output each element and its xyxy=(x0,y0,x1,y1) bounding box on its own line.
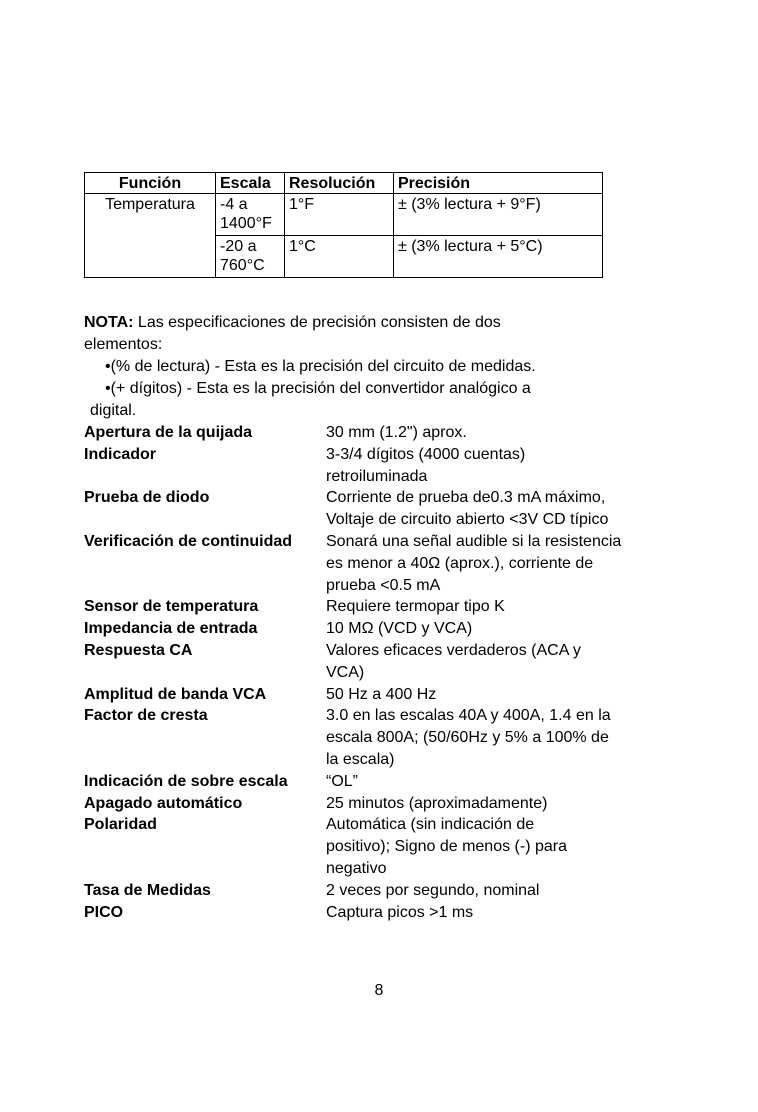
spec-label: Tasa de Medidas xyxy=(84,881,211,899)
spec-row xyxy=(84,487,704,531)
spec-value: Sonará una señal audible si la resistencia es menor a 40Ω (aprox.), corriente de prueba <0.5 mA xyxy=(326,532,622,594)
spec-row xyxy=(84,880,704,902)
spec-label: Apagado automático xyxy=(84,794,243,812)
spec-row xyxy=(84,705,704,770)
note-label: NOTA: xyxy=(84,314,134,331)
spec-label: Factor de cresta xyxy=(84,707,208,725)
spec-row xyxy=(84,444,704,488)
precision-cell: ± (3% lectura + 5°C) xyxy=(394,236,603,278)
spec-label: Polaridad xyxy=(84,816,157,834)
header-function: Función xyxy=(85,173,216,194)
spec-row xyxy=(84,793,704,815)
note-bullet-continuation: digital. xyxy=(90,402,137,419)
spec-row xyxy=(84,422,704,444)
spec-label: Indicación de sobre escala xyxy=(84,772,288,790)
header-resolution: Resolución xyxy=(285,173,394,194)
spec-row xyxy=(84,618,704,640)
spec-label: PICO xyxy=(84,903,124,921)
spec-value: 25 minutos (aproximadamente) xyxy=(326,794,548,812)
spec-label: Impedancia de entrada xyxy=(84,620,258,638)
resolution-cell: 1°C xyxy=(285,236,394,278)
spec-table xyxy=(84,172,603,278)
note-text: Las especificaciones de precisión consisten de dos elementos: xyxy=(84,314,501,353)
spec-label: Apertura de la quijada xyxy=(84,424,253,441)
header-scale: Escala xyxy=(216,173,285,194)
spec-value: 2 veces por segundo, nominal xyxy=(326,881,540,899)
page-number: 8 xyxy=(374,982,384,999)
spec-row xyxy=(84,531,704,596)
precision-cell: ± (3% lectura + 9°F) xyxy=(394,194,603,236)
spec-value: Valores eficaces verdaderos (ACA y VCA) xyxy=(326,641,581,681)
spec-row xyxy=(84,640,704,684)
spec-value: “OL” xyxy=(326,772,358,790)
spec-row xyxy=(84,684,704,706)
spec-row xyxy=(84,771,704,793)
table-row xyxy=(85,194,603,236)
spec-value: Corriente de prueba de0.3 mA máximo, Voltaje de circuito abierto <3V CD típico xyxy=(326,489,609,529)
spec-value: 10 MΩ (VCD y VCA) xyxy=(326,620,473,638)
spec-label: Respuesta CA xyxy=(84,641,193,659)
spec-value: 3.0 en las escalas 40A y 400A, 1.4 en la escala 800A; (50/60Hz y 5% a 100% de la escala) xyxy=(326,707,611,768)
spec-value: Captura picos >1 ms xyxy=(326,903,474,921)
resolution-cell: 1°F xyxy=(285,194,394,236)
spec-label: Indicador xyxy=(84,445,157,463)
note-bullet: •(% de lectura) - Esta es la precisión del circuito de medidas. xyxy=(105,358,536,375)
spec-list xyxy=(84,422,704,923)
spec-value: 30 mm (1.2") aprox. xyxy=(326,424,467,441)
spec-label: Amplitud de banda VCA xyxy=(84,685,267,703)
spec-label: Sensor de temperatura xyxy=(84,598,259,616)
spec-label: Verificación de continuidad xyxy=(84,532,293,550)
spec-value: 3-3/4 dígitos (4000 cuentas) retroiluminada xyxy=(326,445,526,485)
scale-cell: -20 a 760°C xyxy=(216,236,285,278)
note-bullet: •(+ dígitos) - Esta es la precisión del convertidor analógico a xyxy=(105,380,531,397)
spec-row xyxy=(84,902,704,924)
spec-value: Automática (sin indicación de positivo); Signo de menos (-) para negativo xyxy=(326,816,567,877)
note-section xyxy=(84,312,564,422)
header-precision: Precisión xyxy=(394,173,603,194)
table-header-row xyxy=(85,173,603,194)
note-paragraph xyxy=(84,312,564,356)
function-cell: Temperatura xyxy=(85,194,216,278)
spec-row xyxy=(84,596,704,618)
spec-value: 50 Hz a 400 Hz xyxy=(326,685,437,703)
spec-label: Prueba de diodo xyxy=(84,489,210,507)
scale-cell: -4 a 1400°F xyxy=(216,194,285,236)
spec-value: Requiere termopar tipo K xyxy=(326,598,505,616)
spec-row xyxy=(84,814,704,879)
